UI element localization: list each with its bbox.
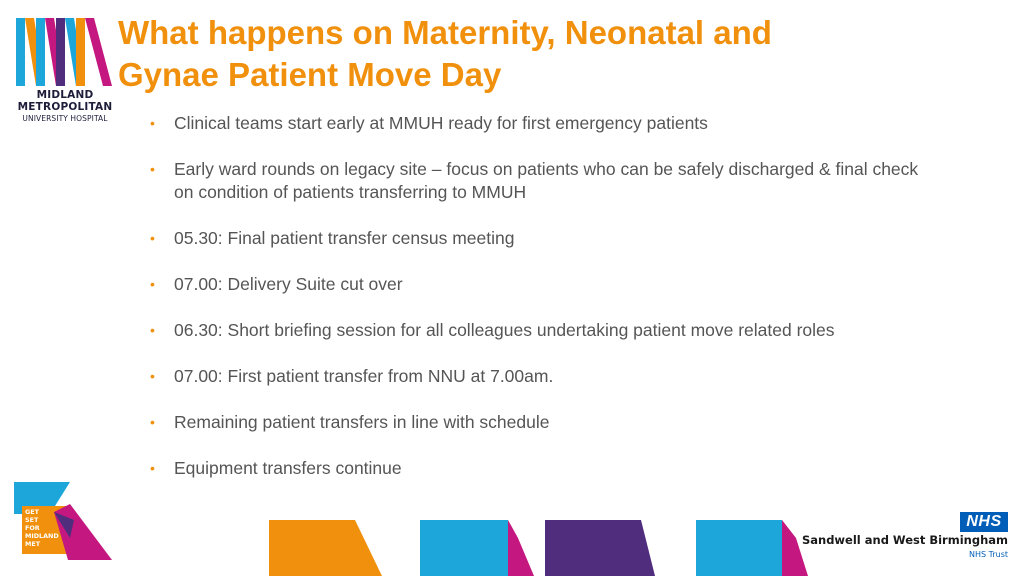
bullet-text: Equipment transfers continue	[174, 458, 402, 478]
logo-wordmark	[14, 89, 116, 124]
bullet-text: Remaining patient transfers in line with schedule	[174, 412, 550, 432]
bullet-dot-icon: •	[150, 460, 155, 476]
slide-title-line-1: What happens on Maternity, Neonatal and	[118, 14, 772, 51]
trust-subtitle: NHS Trust	[969, 550, 1008, 559]
bullet-dot-icon: •	[150, 230, 155, 246]
bullet-item	[150, 365, 930, 388]
bullet-dot-icon: •	[150, 368, 155, 384]
trust-name: Sandwell and West Birmingham	[801, 533, 1008, 547]
footer-shape-cyan-2	[696, 520, 782, 576]
bullet-item	[150, 319, 930, 342]
bullet-dot-icon: •	[150, 322, 155, 338]
bullet-text: 05.30: Final patient transfer census meeting	[174, 228, 515, 248]
footer-decorative-shapes	[0, 520, 820, 576]
nhs-logo-badge: NHS	[960, 512, 1008, 532]
bullet-dot-icon: •	[150, 115, 155, 131]
campaign-line-for: FOR	[25, 524, 40, 532]
slide-title-line-2: Gynae Patient Move Day	[118, 56, 502, 93]
slide-title	[118, 12, 978, 96]
campaign-line-set: SET	[25, 516, 39, 524]
campaign-line-midland: MIDLAND	[25, 532, 59, 540]
campaign-line-met: MET	[25, 540, 41, 548]
bullet-item	[150, 227, 930, 250]
bullet-text: 06.30: Short briefing session for all colleagues undertaking patient move related roles	[174, 320, 835, 340]
bullet-item	[150, 158, 930, 204]
footer-shape-cyan-1	[420, 520, 508, 576]
bullet-dot-icon: •	[150, 161, 155, 177]
footer-shape-orange	[269, 520, 382, 576]
bullet-item	[150, 411, 930, 434]
trust-branding	[800, 512, 1012, 568]
bullet-item	[150, 457, 930, 480]
bullet-item	[150, 273, 930, 296]
logo-line-midland: MIDLAND	[36, 89, 94, 101]
bullet-text: Clinical teams start early at MMUH ready for first emergency patients	[174, 113, 708, 133]
campaign-line-get: GET	[25, 508, 39, 516]
bullet-list	[150, 112, 930, 503]
footer-shape-magenta-1	[508, 520, 534, 576]
bullet-text: 07.00: Delivery Suite cut over	[174, 274, 403, 294]
bullet-dot-icon: •	[150, 414, 155, 430]
bullet-text: 07.00: First patient transfer from NNU at 7.00am.	[174, 366, 554, 386]
logo-line-metropolitan: METROPOLITAN	[17, 101, 113, 113]
logo-line-university-hospital: UNIVERSITY HOSPITAL	[22, 114, 108, 123]
bullet-item	[150, 112, 930, 135]
bullet-dot-icon: •	[150, 276, 155, 292]
bullet-text: Early ward rounds on legacy site – focus on patients who can be safely discharged & final check on condition of patients transferring to MMUH	[174, 159, 919, 202]
footer-shape-purple	[545, 520, 655, 576]
